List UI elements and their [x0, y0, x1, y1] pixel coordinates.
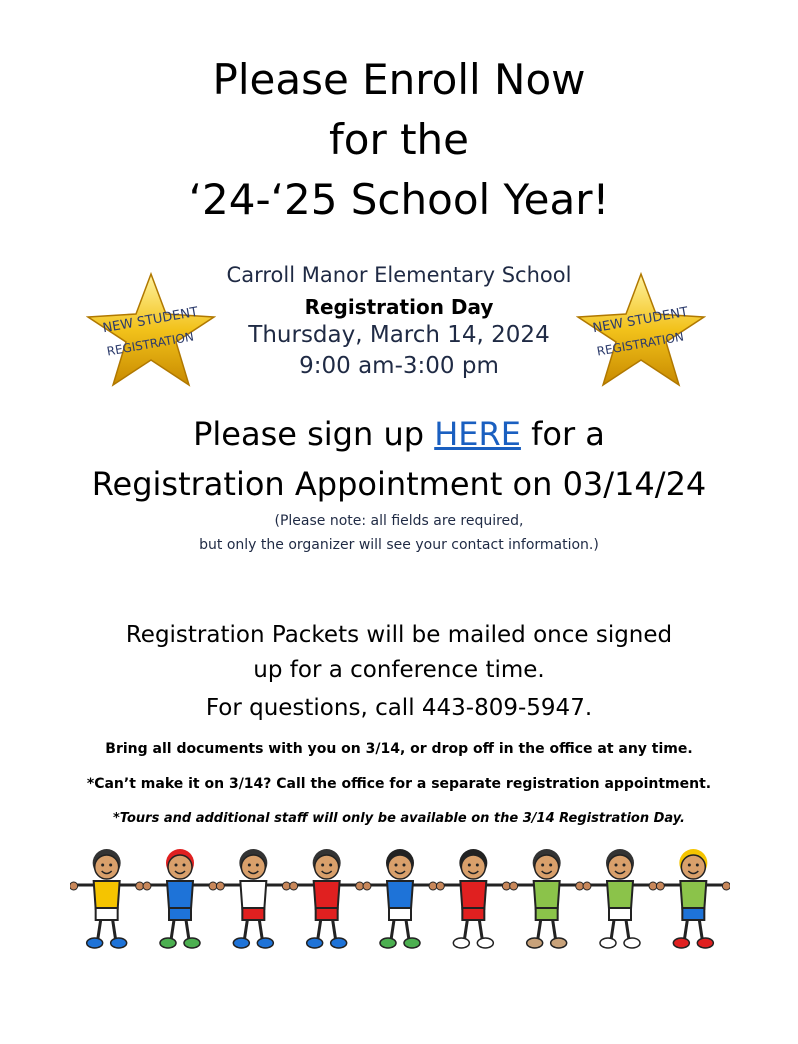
child-figure	[436, 849, 510, 948]
star-text-1: NEW STUDENT	[101, 304, 200, 337]
child-figure	[656, 849, 730, 948]
title-line-2: for the	[328, 115, 470, 164]
title-line-1: Please Enroll Now	[212, 55, 586, 104]
event-name: Registration Day	[304, 295, 494, 319]
event-time: 9:00 am-3:00 pm	[299, 353, 499, 379]
title-line-3: ‘24-‘25 School Year!	[188, 175, 610, 224]
event-date: Thursday, March 14, 2024	[248, 322, 550, 348]
child-figure	[510, 849, 584, 948]
signup-prefix: Please sign up	[193, 415, 435, 453]
child-figure	[583, 849, 657, 948]
info-line-1: Bring all documents with you on 3/14, or drop off in the office at any time.	[105, 741, 693, 757]
children-illustration	[70, 845, 730, 960]
child-figure	[216, 849, 290, 948]
note-line-1: (Please note: all fields are required,	[274, 513, 524, 529]
school-name: Carroll Manor Elementary School	[226, 263, 572, 287]
star-text-1: NEW STUDENT	[591, 304, 690, 337]
info-line-2: *Can’t make it on 3/14? Call the office for a separate registration appointment.	[86, 776, 712, 792]
signup-line-2: Registration Appointment on 03/14/24	[91, 465, 707, 503]
info-line-3: *Tours and additional staff will only be available on the 3/14 Registration Day.	[112, 811, 685, 826]
signup-here-link[interactable]: HERE	[434, 415, 521, 453]
signup-suffix: for a	[520, 415, 605, 453]
star-text-2: REGISTRATION	[595, 329, 685, 359]
child-figure	[290, 849, 364, 948]
packets-phone: For questions, call 443-809-5947.	[205, 695, 593, 721]
child-figure	[70, 849, 144, 948]
packets-line-1: Registration Packets will be mailed once signed	[125, 622, 673, 648]
star-text-2: REGISTRATION	[105, 329, 195, 359]
note-line-2: but only the organizer will see your contact information.)	[199, 537, 599, 553]
child-figure	[363, 849, 437, 948]
child-figure	[143, 849, 217, 948]
signup-line-1	[0, 415, 798, 453]
packets-line-2: up for a conference time.	[253, 657, 545, 683]
